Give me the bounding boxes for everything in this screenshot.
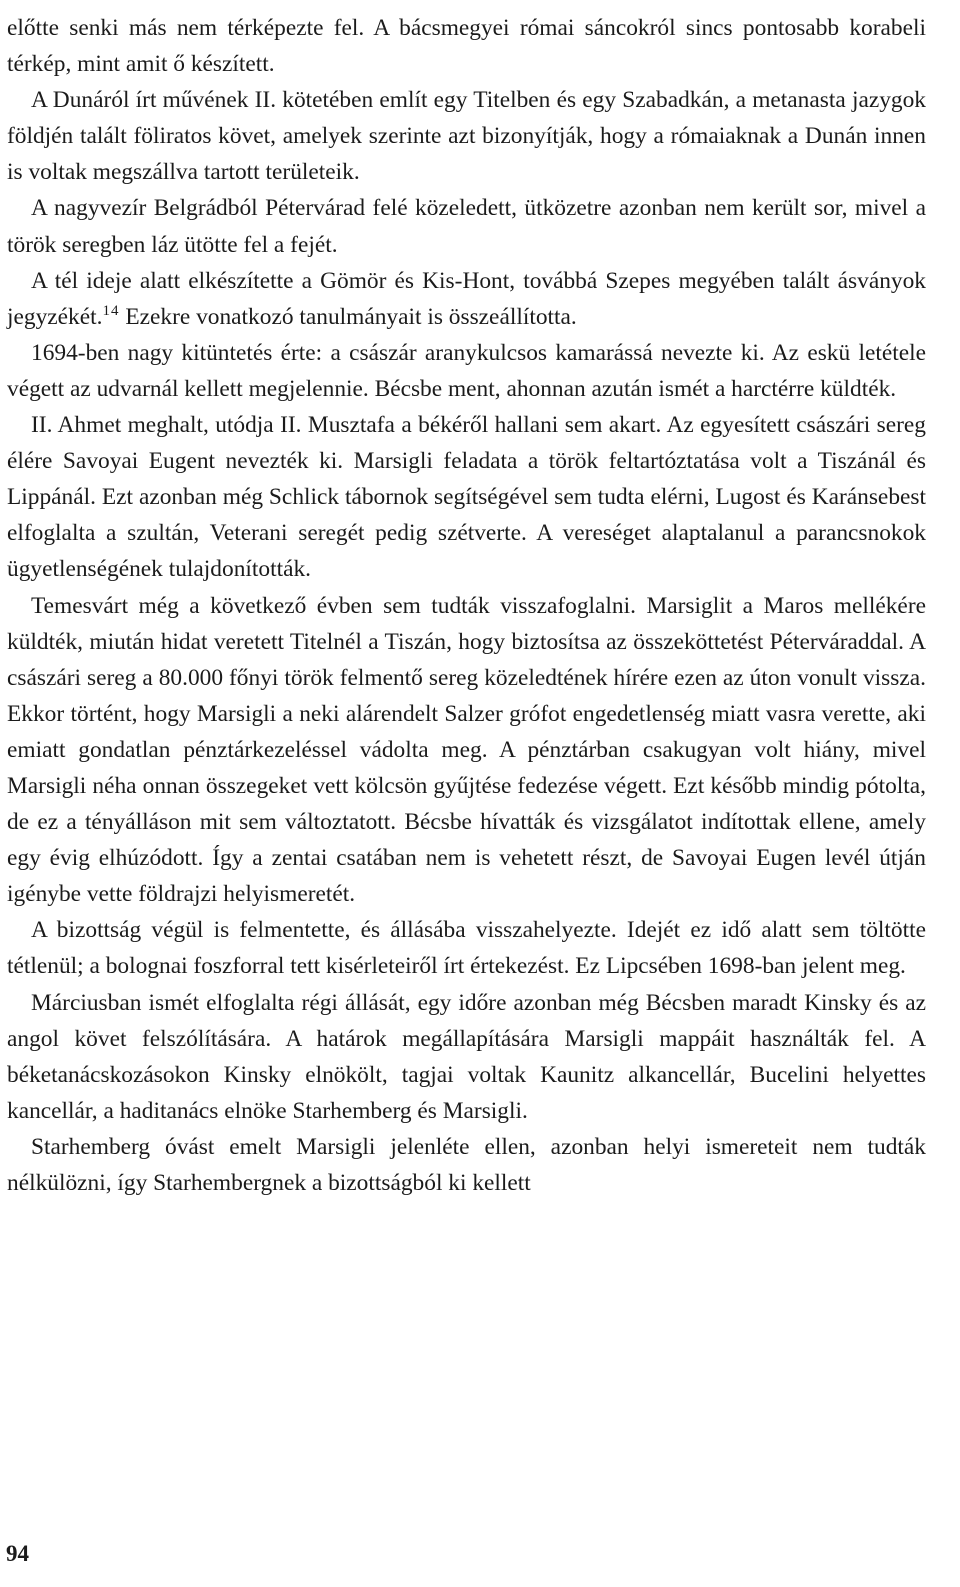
paragraph-6: II. Ahmet meghalt, utódja II. Musztafa a békéről hallani sem akart. Az egyesített császári sereg élére Savoyai Eugent nevezték ki. Marsigli feladata a török feltartóztatása volt a Tiszánál és Lippánál. Ezt azonban még Schlick tábornok segítségével sem tudta elérni, Lugost és Karánsebest elfoglalta a szultán, Veterani seregét pedig szétverte. A vereséget alaptalanul a parancsnokok ügyetlenségének tulajdonították.	[7, 412, 926, 583]
paragraph-3: A nagyvezír Belgrádból Pétervárad felé közeledett, ütközetre azonban nem került sor, mivel a török seregben láz ütötte fel a fejét.	[7, 195, 926, 258]
paragraph-4	[7, 263, 926, 335]
page-number: 94	[6, 1541, 29, 1566]
footnote-marker: 14	[102, 302, 120, 319]
paragraph-2: A Dunáról írt művének II. kötetében említ egy Titelben és egy Szabadkán, a metanasta jazygok földjén talált föliratos követ, amelyek szerinte azt bizonyítják, hogy a rómaiaknak a Dunán innen is voltak megszállva tartott területeik.	[7, 87, 926, 186]
paragraph-4-text: A tél ideje alatt elkészítette a Gömör és Kis-Hont, továbbá Szepes megyében talált ásványok jegyzékét.	[7, 267, 926, 330]
paragraph-7: Temesvárt még a következő évben sem tudták visszafoglalni. Marsiglit a Maros mellékére küldték, miután hidat veretett Titelnél a Tiszán, hogy biztosítsa az összeköttetést Péterváraddal. A császári sereg a 80.000 főnyi török felmentő sereg közeledtének hírére ezen az úton vonult vissza. Ekkor történt, hogy Marsigli a neki alárendelt Salzer grófot engedetlenség miatt vasra verette, aki emiatt gondatlan pénztárkezeléssel vádolta meg. A pénztárban csakugyan volt hiány, mivel Marsigli néha onnan összegeket vett kölcsön gyűjtése fedezése végett. Ezt később mindig pótolta, de ez a tényálláson mit sem változtatott. Bécsbe hívatták és vizsgálatot indítottak ellene, amely egy évig elhúzódott. Így a zentai csatában nem is vehetett részt, de Savoyai Eugen levél útján igénybe vette földrajzi helyismeretét.	[7, 592, 926, 908]
paragraph-10: Starhemberg óvást emelt Marsigli jelenléte ellen, azonban helyi ismereteit nem tudták nélkülözni, így Starhembergnek a bizottságból ki kellett	[7, 1133, 926, 1196]
paragraph-5: 1694-ben nagy kitüntetés érte: a császár aranykulcsos kamarássá nevezte ki. Az eskü letétele végett az udvarnál kellett megjelennie. Bécsbe ment, ahonnan azután ismét a harctérre küldték.	[7, 339, 926, 402]
book-page	[7, 10, 926, 1201]
paragraph-9: Márciusban ismét elfoglalta régi állását, egy időre azonban még Bécsben maradt Kinsky és az angol követ felszólítására. A határok megállapítására Marsigli mappáit használták fel. A béketanácskozásokon Kinsky elnökölt, tagjai voltak Kaunitz alkancellár, Bucelini helyettes kancellár, a haditanács elnöke Starhemberg és Marsigli.	[7, 989, 926, 1124]
paragraph-4-text-after: Ezekre vonatkozó tanulmányait is összeállította.	[119, 303, 577, 330]
paragraph-8: A bizottság végül is felmentette, és állásába visszahelyezte. Idejét ez idő alatt sem töltötte tétlenül; a bolognai foszforral tett kisérleteiről írt értekezést. Ez Lipcsében 1698-ban jelent meg.	[7, 917, 926, 980]
paragraph-1: előtte senki más nem térképezte fel. A bácsmegyei római sáncokról sincs pontosabb korabeli térkép, mint amit ő készített.	[7, 15, 926, 78]
